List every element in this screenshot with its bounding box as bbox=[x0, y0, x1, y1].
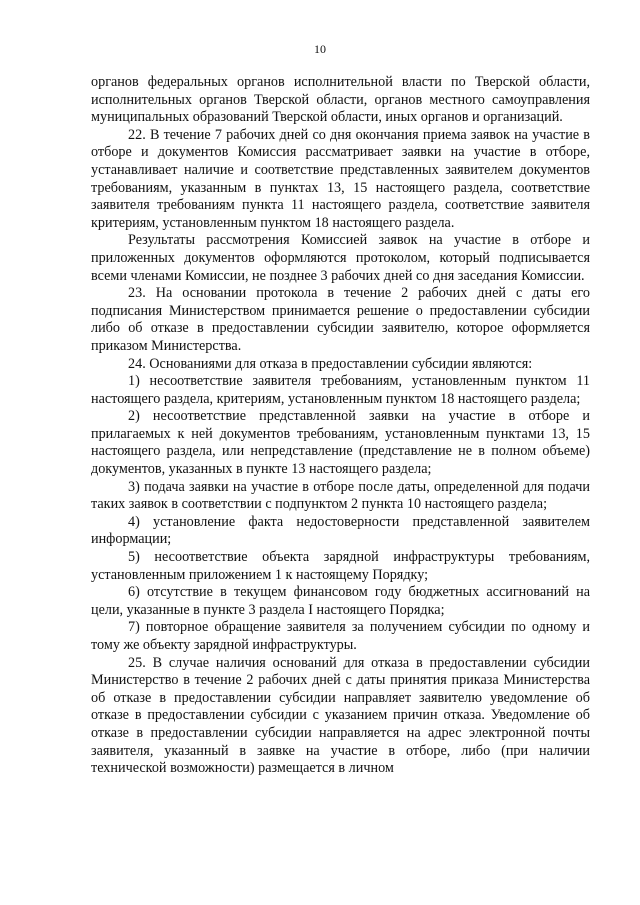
page-number: 10 bbox=[314, 42, 326, 56]
list-item-6: 6) отсутствие в текущем финансовом году бюджетных ассигнований на цели, указанные в пункте 3 раздела I настоящего Порядка; bbox=[91, 584, 590, 618]
paragraph-25: 25. В случае наличия оснований для отказа в предоставлении субсидии Министерство в течение 2 рабочих дней с даты принятия приказа Министерства об отказе в предоставлении субсидии направляет заявителю уведомление об отказе в предоставлении субсидии с указанием причин отказа. Уведомление об отказе в предоставлении субсидии направляется на адрес электронной почты заявителя, указанный в заявке на участие в отборе, либо (при наличии технической возможности) размещается в личном bbox=[91, 654, 590, 777]
list-item-7: 7) повторное обращение заявителя за получением субсидии по одному и тому же объекту зарядной инфраструктуры. bbox=[91, 619, 590, 653]
paragraph-22: 22. В течение 7 рабочих дней со дня окончания приема заявок на участие в отборе и документов Комиссия рассматривает заявки на участие в отборе, устанавливает наличие и соответствие представленных заявителем документов требованиям, указанным в пунктах 13, 15 настоящего раздела, соответствие заявителя требованиям пункта 11 настоящего раздела, соответствие заявителя критериям, установленным пунктом 18 настоящего раздела. bbox=[91, 126, 590, 231]
paragraph-22-results: Результаты рассмотрения Комиссией заявок на участие в отборе и приложенных документов оформляются протоколом, который подписывается всеми членами Комиссии, не позднее 3 рабочих дней со дня заседания Комиссии. bbox=[91, 232, 590, 284]
list-item-3: 3) подача заявки на участие в отборе после даты, определенной для подачи таких заявок в соответствии с подпунктом 2 пункта 10 настоящего раздела; bbox=[91, 478, 590, 513]
list-item-2: 2) несоответствие представленной заявки на участие в отборе и прилагаемых к ней документов требованиям, установленным пунктами 13, 15 настоящего раздела, или непредставление (представление не в полном объеме) документов, указанных в пункте 13 настоящего раздела; bbox=[91, 408, 590, 478]
list-item-1: 1) несоответствие заявителя требованиям, установленным пунктом 11 настоящего раздела, критериям, установленным пунктом 18 настоящего раздела; bbox=[91, 373, 590, 407]
document-body bbox=[91, 74, 590, 778]
paragraph-23: 23. На основании протокола в течение 2 рабочих дней с даты его подписания Министерством принимается решение о предоставлении субсидии либо об отказе в предоставлении субсидии заявителю, которое оформляется приказом Министерства. bbox=[91, 285, 590, 354]
list-item-4: 4) установление факта недостоверности представленной заявителем информации; bbox=[91, 513, 590, 548]
paragraph-24: 24. Основаниями для отказа в предоставлении субсидии являются: bbox=[128, 355, 533, 372]
paragraph-continuation: органов федеральных органов исполнительной власти по Тверской области, исполнительных органов Тверской области, органов местного самоуправления муниципальных образований Тверской области, иных органов и организаций. bbox=[91, 74, 590, 126]
list-item-5: 5) несоответствие объекта зарядной инфраструктуры требованиям, установленным приложением 1 к настоящему Порядку; bbox=[91, 549, 590, 583]
